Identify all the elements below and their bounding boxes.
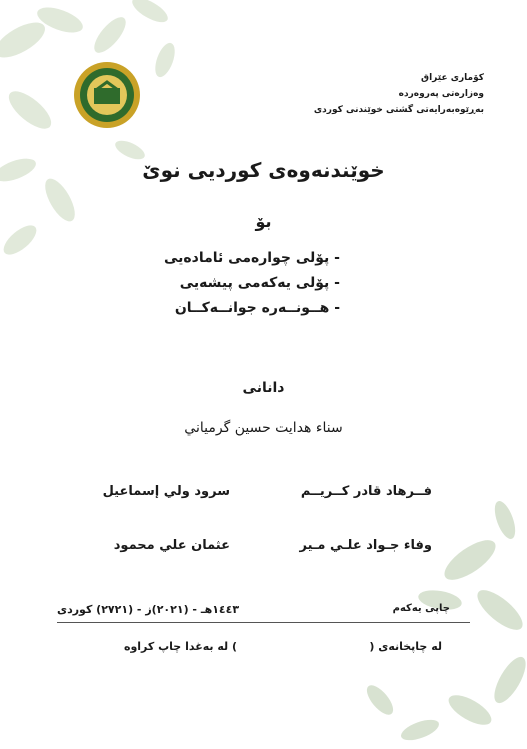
grade-item: - پۆلی چوارەمی ئامادەیی: [163, 250, 340, 266]
footer-divider: [57, 622, 470, 623]
ministry-emblem: [72, 60, 142, 130]
ministry-line: وەزارەتی پەروەردە: [398, 89, 484, 99]
for-label: بۆ: [255, 212, 272, 231]
ministry-line: کۆماری عێراق: [421, 73, 484, 83]
ministry-header: [234, 70, 484, 118]
author-name: وفاء جـواد علـي مـير: [299, 538, 432, 553]
grade-item: - پۆلی یەکەمی پیشەیی: [179, 275, 340, 291]
main-author: سناء هدايت حسين گرمياني: [184, 420, 343, 436]
ministry-line: بەڕێوەبەرایەتی گشتی خوێندنی کوردی: [313, 105, 484, 115]
grade-list: [164, 246, 340, 321]
author-name: سرود ولي إسماعيل: [102, 484, 230, 499]
printed-in-label: ) لە بەغدا چاپ کراوە: [123, 640, 237, 653]
publication-year: ١٤٤٣هـ - (٢٠٢١)ز - (٢٧٢١) کوردی: [57, 603, 240, 616]
authors-label: دانانی: [242, 380, 285, 396]
author-name: عثمان علي محمود: [113, 538, 230, 553]
edition-label: چاپی یەکەم: [392, 603, 450, 614]
grade-item: - هــونــەرە جوانــەکــان: [174, 300, 340, 316]
author-name: فــرهاد قادر كــريــم: [300, 484, 432, 499]
book-title: خوێندنەوەی کوردیی نوێ: [142, 158, 385, 182]
printhouse-label: لە چاپخانەی (: [369, 640, 442, 653]
